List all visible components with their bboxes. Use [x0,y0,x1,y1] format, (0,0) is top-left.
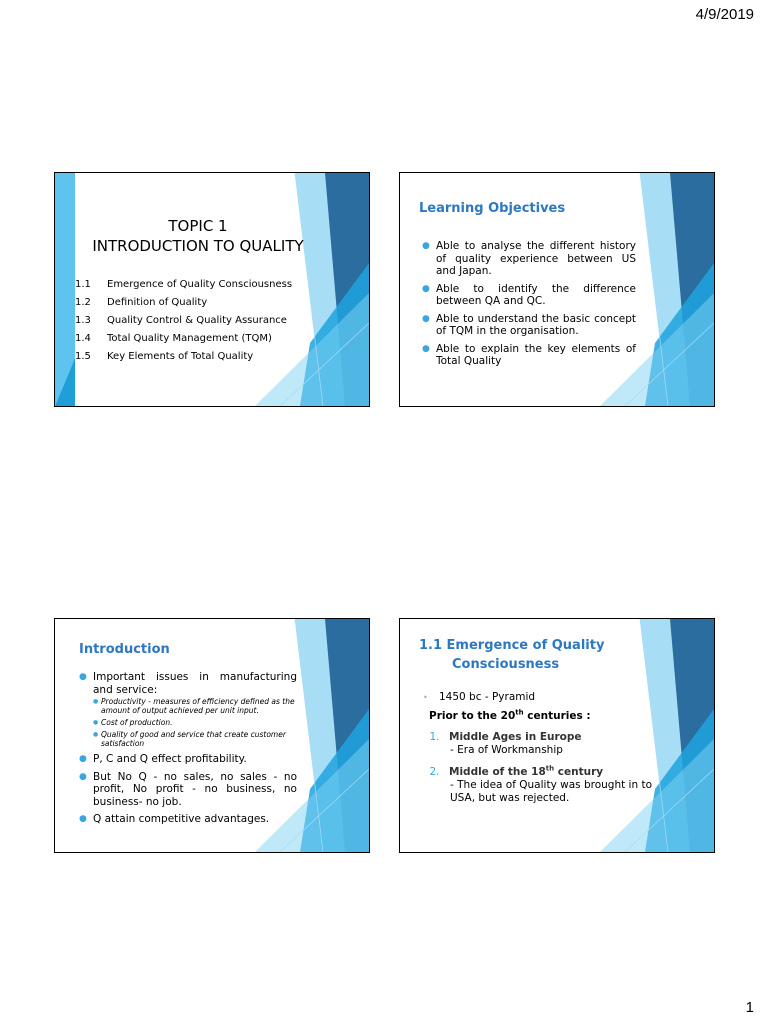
list-item-detail: - Era of Workmanship [450,744,563,756]
list-item: ● Q attain competitive advantages. [79,813,270,825]
sub-list-item: ● Quality of good and service that create customer satisfaction [93,730,286,748]
bullet-dot-icon: ● [422,313,430,324]
sub-list-item: ● Productivity - measures of efficiency defined as the amount of output achieved per unit input. [93,697,295,715]
list-item-text: Key Elements of Total Quality [107,350,254,362]
bullet-dot-icon: ● [79,672,87,682]
sub-list-item: ● Cost of production. [93,718,173,727]
page-number: 1 [745,999,754,1016]
list-item-text: Total Quality Management (TQM) [107,332,272,344]
list-item: ● Important issues in manufacturing and service: ● Productivity - measures of efficiency defined as the amount of output achieved per unit input. ● Cost of production. ● Quality of good and service that create customer satisfaction [79,671,297,748]
list-item [75,347,315,365]
list-item-text: Quality Control & Quality Assurance [107,314,287,326]
slide-heading: 1.1 Emergence of Quality [419,638,605,653]
bullet-dot-icon: ● [79,814,87,824]
slide-heading: Learning Objectives [419,201,566,216]
bullet-dot-icon: ● [93,698,99,705]
list-item: ● Able to identify the difference between QA and QC. [422,282,636,307]
list-item-number: 1.5 [75,350,91,362]
bullet-dot-icon: ● [79,771,87,782]
list-item [75,276,315,294]
list-item-detail: - The idea of Quality was brought in to USA, but was rejected. [450,779,653,804]
introduction-list [79,671,297,831]
list-item [75,312,315,330]
list-item [75,294,315,312]
slide-topic-1 [54,172,370,407]
bullet-dot-icon: ● [422,343,430,354]
ordered-list-item [420,731,680,757]
slide-title-main: INTRODUCTION TO QUALITY [92,237,304,255]
list-item [75,329,315,347]
slide-emergence-of-quality [399,618,715,853]
list-item: • 1450 bc - Pyramid [423,691,536,703]
list-item-number: 1.3 [75,314,91,326]
list-item-text: Emergence of Quality Consciousness [107,279,293,291]
bullet-dot-icon: • [423,693,428,702]
list-item-number: 1. [429,731,440,743]
list-item-text: Definition of Quality [107,297,208,309]
list-item: ● Able to understand the basic concept of TQM in the organisation. [422,312,636,337]
bullet-dot-icon: ● [422,241,430,251]
list-item: ● But No Q - no sales, no sales - no profit, No profit - no business, no business- no job. [79,770,297,808]
slide-body [420,691,680,814]
list-item: ● Able to explain the key elements of Total Quality [422,342,636,367]
list-item-number: 1.4 [75,332,91,344]
bullet-dot-icon: ● [93,719,99,726]
list-item-number: 1.2 [75,297,91,309]
slide-title-topic: TOPIC 1 [168,217,228,235]
list-item-number: 1.1 [75,279,91,291]
list-item: ● P, C and Q effect profitability. [79,753,247,765]
slide-heading: Introduction [79,642,170,657]
list-item-number: 2. [429,766,440,778]
topic-list [75,276,315,365]
slide-introduction [54,618,370,853]
bullet-dot-icon: ● [79,754,87,764]
objectives-list [422,240,636,373]
bullet-dot-icon: ● [422,283,430,294]
slide-heading-continued: Consciousness [452,657,560,672]
sub-list [93,697,297,748]
page-date: 4/9/2019 [695,6,754,23]
ordered-list-item [420,766,680,805]
bullet-dot-icon: ● [93,731,99,738]
list-item: ● Able to analyse the different history of quality experience between US and Japan. [422,240,636,277]
list-item-title: Middle of the 18th century [449,764,604,778]
list-item-title: Middle Ages in Europe [449,731,582,743]
slide-learning-objectives [399,172,715,407]
section-label: Prior to the 20th centuries : [429,708,591,722]
